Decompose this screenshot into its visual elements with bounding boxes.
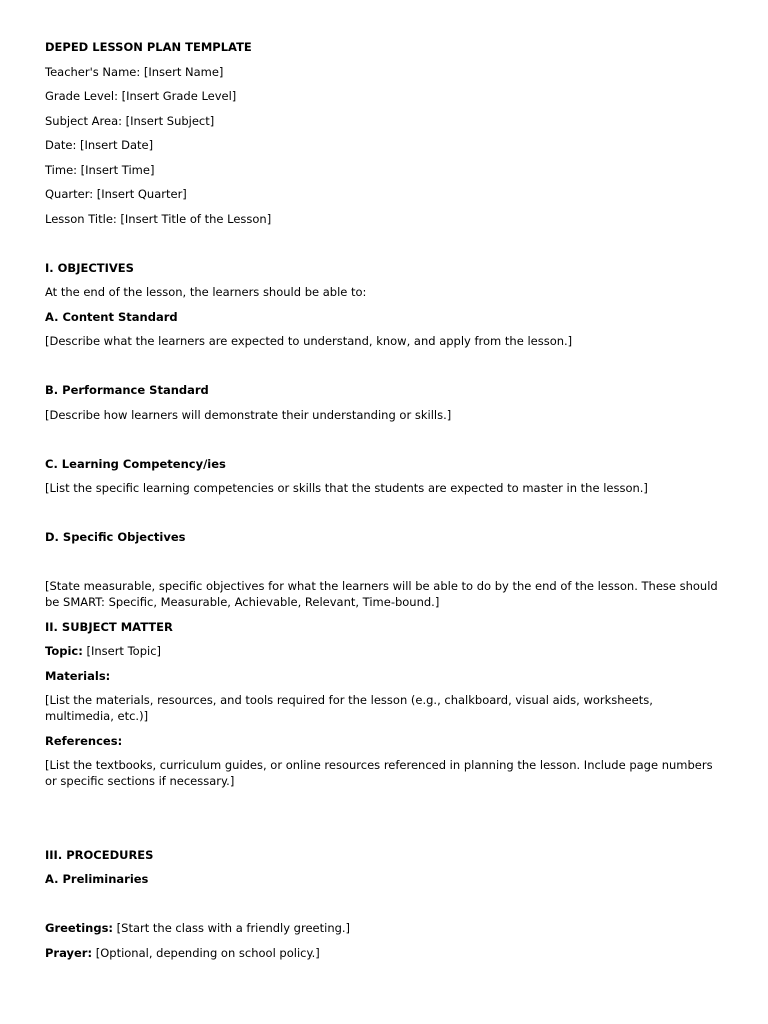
performance-standard-heading: B. Performance Standard	[45, 383, 209, 397]
procedures-heading: III. PROCEDURES	[45, 847, 154, 862]
field-grade-level: Grade Level: [Insert Grade Level]	[45, 89, 237, 103]
greetings-value: [Start the class with a friendly greeting.]	[113, 921, 351, 935]
field-time: Time: [Insert Time]	[45, 162, 155, 177]
prayer-line	[45, 945, 725, 961]
preliminaries-heading: A. Preliminaries	[45, 872, 149, 886]
document-title: DEPED LESSON PLAN TEMPLATE	[45, 40, 252, 54]
content-standard-text: [Describe what the learners are expected to understand, know, and apply from the lesson.]	[45, 334, 573, 348]
specific-objectives-heading: D. Specific Objectives	[45, 530, 186, 544]
objectives-heading: I. OBJECTIVES	[45, 260, 134, 275]
learning-competencies-heading: C. Learning Competency/ies	[45, 456, 226, 471]
topic-line	[45, 643, 725, 659]
learning-competencies-text: [List the specific learning competencies or skills that the students are expected to master in the lesson.]	[45, 481, 648, 495]
field-date: Date: [Insert Date]	[45, 138, 154, 152]
topic-label: Topic:	[45, 644, 83, 658]
greetings-label: Greetings:	[45, 921, 114, 935]
objectives-intro: At the end of the lesson, the learners should be able to:	[45, 285, 367, 299]
field-subject-area: Subject Area: [Insert Subject]	[45, 113, 215, 128]
references-text: [List the textbooks, curriculum guides, or online resources referenced in planning the lesson. Include page numbers or specific sections if necessary.]	[45, 758, 713, 788]
references-label: References:	[45, 733, 123, 748]
topic-value: [Insert Topic]	[82, 644, 162, 658]
field-lesson-title: Lesson Title: [Insert Title of the Lesson]	[45, 211, 272, 226]
content-standard-heading: A. Content Standard	[45, 309, 178, 324]
materials-label: Materials:	[45, 668, 111, 683]
subject-matter-heading: II. SUBJECT MATTER	[45, 619, 173, 634]
document-page	[45, 39, 725, 961]
greetings-line	[45, 920, 725, 936]
specific-objectives-text: [State measurable, specific objectives for what the learners will be able to do by the end of the lesson. These should be SMART: Specific, Measurable, Achievable, Relevant, Time-bound.]	[45, 579, 718, 609]
prayer-label: Prayer:	[45, 945, 93, 960]
materials-text: [List the materials, resources, and tools required for the lesson (e.g., chalkboard, visual aids, worksheets, multimedia, etc.)]	[45, 693, 653, 723]
field-quarter: Quarter: [Insert Quarter]	[45, 187, 187, 201]
prayer-value: [Optional, depending on school policy.]	[92, 945, 320, 960]
performance-standard-text: [Describe how learners will demonstrate their understanding or skills.]	[45, 407, 452, 422]
field-teacher-name: Teacher's Name: [Insert Name]	[45, 64, 224, 79]
